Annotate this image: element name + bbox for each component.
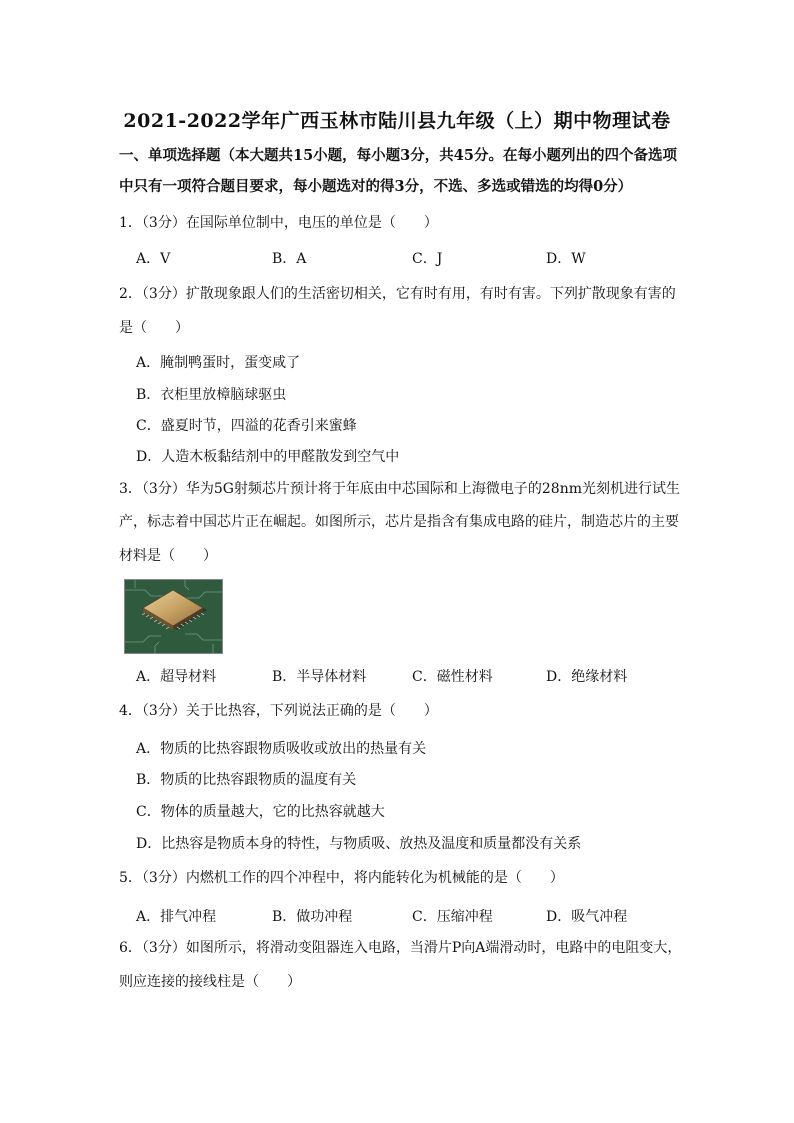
question-4-option-d: D．比热容是物质本身的特性，与物质吸、放热及温度和质量都没有关系 <box>136 836 582 852</box>
question-2-option-a: A．腌制鸭蛋时，蛋变咸了 <box>136 355 301 371</box>
question-6-stem-line2: 则应连接的接线柱是（ ） <box>119 974 301 990</box>
chip-illustration <box>125 580 222 653</box>
question-4-option-a: A．物质的比热容跟物质吸收或放出的热量有关 <box>136 741 427 757</box>
question-4-stem: 4．（3分）关于比热容，下列说法正确的是（ ） <box>119 703 438 719</box>
chip-image <box>124 579 223 654</box>
question-1-option-d: D．W <box>546 251 586 267</box>
question-3-stem-line3: 材料是（ ） <box>119 548 217 564</box>
section-heading <box>119 140 679 202</box>
question-1-stem: 1．（3分）在国际单位制中，电压的单位是（ ） <box>119 215 438 231</box>
question-5-option-d: D．吸气冲程 <box>546 909 628 925</box>
question-3-stem-line1: 3．（3分）华为5G射频芯片预计将于年底由中芯国际和上海微电子的28nm光刻机进行试生 <box>119 481 681 497</box>
question-1-option-a: A．V <box>136 251 171 267</box>
question-3-option-c: C．磁性材料 <box>412 669 493 685</box>
question-3-option-b: B．半导体材料 <box>272 669 367 685</box>
question-3-stem-line2: 产，标志着中国芯片正在崛起。如图所示，芯片是指含有集成电路的硅片，制造芯片的主要 <box>119 514 679 530</box>
question-5-stem: 5．（3分）内燃机工作的四个冲程中，将内能转化为机械能的是（ ） <box>119 870 564 886</box>
question-5-option-b: B．做功冲程 <box>272 909 353 925</box>
question-1-option-b: B．A <box>272 251 307 267</box>
question-4-option-b: B．物质的比热容跟物质的温度有关 <box>136 772 357 788</box>
question-2-option-c: C．盛夏时节，四溢的花香引来蜜蜂 <box>136 418 357 434</box>
question-4-option-c: C．物体的质量越大，它的比热容就越大 <box>136 804 385 820</box>
section-heading-line2: 中只有一项符合题目要求，每小题选对的得3分，不选、多选或错选的均得0分） <box>119 178 633 195</box>
question-2-stem-line1: 2．（3分）扩散现象跟人们的生活密切相关，它有时有用，有时有害。下列扩散现象有害的 <box>119 286 676 302</box>
question-5-option-a: A．排气冲程 <box>136 909 217 925</box>
question-2-option-d: D．人造木板黏结剂中的甲醛散发到空气中 <box>136 449 400 465</box>
question-2-stem-line2: 是（ ） <box>119 320 189 336</box>
question-1-option-c: C．J <box>412 251 443 267</box>
question-3-option-d: D．绝缘材料 <box>546 669 628 685</box>
question-3-option-a: A．超导材料 <box>136 669 217 685</box>
question-2-option-b: B．衣柜里放樟脑球驱虫 <box>136 387 287 403</box>
page-title: 2021-2022学年广西玉林市陆川县九年级（上）期中物理试卷 <box>123 110 671 132</box>
section-heading-line1: 一、单项选择题（本大题共15小题，每小题3分，共45分。在每小题列出的四个备选项 <box>119 147 677 164</box>
question-5-option-c: C．压缩冲程 <box>412 909 493 925</box>
question-6-stem-line1: 6．（3分）如图所示，将滑动变阻器连入电路，当滑片P向A端滑动时，电路中的电阻变大， <box>119 940 682 956</box>
